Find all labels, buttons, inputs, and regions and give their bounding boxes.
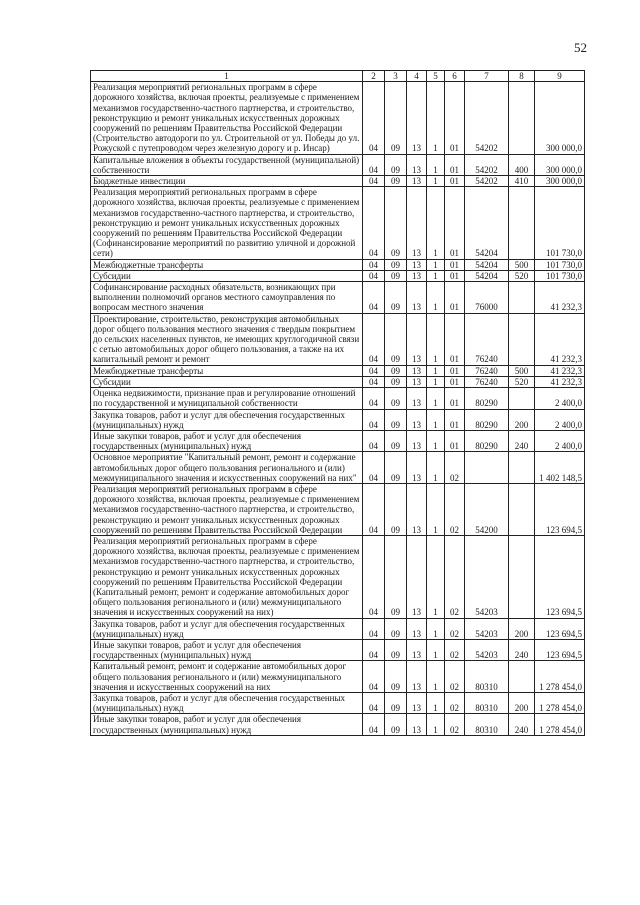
subsection-code: 09 [385,313,407,365]
amount: 2 400,0 [535,388,585,409]
subsection-code: 09 [385,714,407,735]
section-code: 04 [363,430,385,451]
subsection-code: 09 [385,618,407,639]
section-code: 04 [363,376,385,387]
table-row [91,313,585,365]
expense-type-code [509,82,535,154]
row-description: Иные закупки товаров, работ и услуг для обеспечения государственных (муниципальных) нужд [91,430,363,451]
section-code: 04 [363,176,385,187]
measure-code: 01 [445,430,465,451]
table-row [91,176,585,187]
subsection-code: 09 [385,452,407,484]
program-code: 13 [407,82,427,154]
direction-code: 80290 [465,430,509,451]
row-description: Субсидии [91,270,363,281]
section-code: 04 [363,409,385,430]
expense-type-code: 520 [509,376,535,387]
program-code: 13 [407,259,427,270]
subprogram-code: 1 [427,154,445,175]
row-description: Иные закупки товаров, работ и услуг для обеспечения государственных (муниципальных) нужд [91,639,363,660]
measure-code: 01 [445,259,465,270]
column-header: 5 [427,71,445,82]
expense-type-code [509,313,535,365]
row-description: Закупка товаров, работ и услуг для обеспечения государственных (муниципальных) нужд [91,409,363,430]
program-code: 13 [407,282,427,314]
section-code: 04 [363,452,385,484]
section-code: 04 [363,483,385,535]
section-code: 04 [363,154,385,175]
expense-type-code [509,661,535,693]
column-header: 3 [385,71,407,82]
row-description: Капитальные вложения в объекты государственной (муниципальной) собственности [91,154,363,175]
subprogram-code: 1 [427,259,445,270]
direction-code: 80310 [465,692,509,713]
subprogram-code: 1 [427,176,445,187]
measure-code: 01 [445,313,465,365]
table-row [91,270,585,281]
section-code: 04 [363,365,385,376]
table-header-row [91,71,585,82]
subprogram-code: 1 [427,714,445,735]
expense-type-code: 200 [509,409,535,430]
expense-type-code: 400 [509,154,535,175]
column-header: 9 [535,71,585,82]
subprogram-code: 1 [427,282,445,314]
column-header: 8 [509,71,535,82]
measure-code: 01 [445,176,465,187]
expense-type-code: 240 [509,430,535,451]
section-code: 04 [363,639,385,660]
measure-code: 02 [445,535,465,618]
column-header: 1 [91,71,363,82]
section-code: 04 [363,259,385,270]
table-body [91,82,585,736]
section-code: 04 [363,282,385,314]
table-row [91,452,585,484]
subprogram-code: 1 [427,618,445,639]
direction-code: 54203 [465,535,509,618]
section-code: 04 [363,82,385,154]
direction-code: 54203 [465,639,509,660]
amount: 123 694,5 [535,639,585,660]
subsection-code: 09 [385,376,407,387]
subprogram-code: 1 [427,388,445,409]
direction-code: 54202 [465,82,509,154]
row-description: Бюджетные инвестиции [91,176,363,187]
measure-code: 02 [445,483,465,535]
direction-code: 80290 [465,409,509,430]
table-row [91,82,585,154]
measure-code: 02 [445,714,465,735]
table-row [91,618,585,639]
table-row [91,661,585,693]
subprogram-code: 1 [427,82,445,154]
subprogram-code: 1 [427,409,445,430]
expense-type-code [509,388,535,409]
direction-code: 76240 [465,313,509,365]
table-row [91,154,585,175]
program-code: 13 [407,692,427,713]
subsection-code: 09 [385,282,407,314]
table-row [91,692,585,713]
amount: 41 232,3 [535,313,585,365]
page-number: 52 [574,40,587,55]
direction-code: 54200 [465,483,509,535]
subsection-code: 09 [385,692,407,713]
subprogram-code: 1 [427,376,445,387]
subprogram-code: 1 [427,639,445,660]
row-description: Софинансирование расходных обязательств, возникающих при выполнении полномочий органов местного самоуправления по вопросам местного значения [91,282,363,314]
program-code: 13 [407,365,427,376]
amount: 101 730,0 [535,259,585,270]
amount: 1 278 454,0 [535,714,585,735]
table-row [91,259,585,270]
budget-table [90,70,585,736]
table-row [91,376,585,387]
expense-type-code: 520 [509,270,535,281]
expense-type-code: 410 [509,176,535,187]
amount: 101 730,0 [535,270,585,281]
table-row [91,430,585,451]
program-code: 13 [407,187,427,259]
subsection-code: 09 [385,483,407,535]
measure-code: 02 [445,452,465,484]
subsection-code: 09 [385,259,407,270]
section-code: 04 [363,313,385,365]
section-code: 04 [363,661,385,693]
measure-code: 01 [445,82,465,154]
column-header: 2 [363,71,385,82]
subprogram-code: 1 [427,313,445,365]
amount: 2 400,0 [535,409,585,430]
row-description: Реализация мероприятий региональных программ в сфере дорожного хозяйства, включая проекты, реализуемые с применением механизмов государственно-частного партнерства, и строительство, реконструкцию и ремонт уникальных искусственных дорожных сооружений по решениям Правительства Российской Федерации [91,483,363,535]
amount: 2 400,0 [535,430,585,451]
measure-code: 02 [445,692,465,713]
table-row [91,639,585,660]
amount: 41 232,3 [535,365,585,376]
amount: 300 000,0 [535,154,585,175]
subsection-code: 09 [385,409,407,430]
subprogram-code: 1 [427,452,445,484]
direction-code: 54203 [465,618,509,639]
section-code: 04 [363,187,385,259]
section-code: 04 [363,270,385,281]
direction-code: 54204 [465,270,509,281]
program-code: 13 [407,639,427,660]
direction-code: 80310 [465,661,509,693]
column-header: 4 [407,71,427,82]
measure-code: 01 [445,154,465,175]
row-description: Реализация мероприятий региональных программ в сфере дорожного хозяйства, включая проекты, реализуемые с применением механизмов государственно-частного партнерства, и строительство, реконструкцию и ремонт уникальных искусственных дорожных сооружений по решениям Правительства Российской Федерации (Софинансирование мероприятий по развитию уличной и дорожной сети) [91,187,363,259]
program-code: 13 [407,430,427,451]
measure-code: 01 [445,365,465,376]
row-description: Оценка недвижимости, признание прав и регулирование отношений по государственной и муниципальной собственности [91,388,363,409]
subsection-code: 09 [385,187,407,259]
amount: 41 232,3 [535,282,585,314]
subsection-code: 09 [385,365,407,376]
expense-type-code [509,282,535,314]
amount: 123 694,5 [535,483,585,535]
amount: 123 694,5 [535,535,585,618]
expense-type-code: 200 [509,692,535,713]
section-code: 04 [363,535,385,618]
table-row [91,409,585,430]
expense-type-code: 240 [509,639,535,660]
direction-code: 54204 [465,187,509,259]
program-code: 13 [407,618,427,639]
program-code: 13 [407,483,427,535]
subsection-code: 09 [385,535,407,618]
subprogram-code: 1 [427,661,445,693]
table-row [91,282,585,314]
program-code: 13 [407,409,427,430]
program-code: 13 [407,376,427,387]
subsection-code: 09 [385,430,407,451]
program-code: 13 [407,452,427,484]
amount: 41 232,3 [535,376,585,387]
program-code: 13 [407,270,427,281]
program-code: 13 [407,313,427,365]
row-description: Межбюджетные трансферты [91,259,363,270]
subprogram-code: 1 [427,365,445,376]
table-row [91,187,585,259]
subsection-code: 09 [385,639,407,660]
expense-type-code: 500 [509,365,535,376]
subsection-code: 09 [385,388,407,409]
direction-code: 54204 [465,259,509,270]
row-description: Основное мероприятие "Капитальный ремонт, ремонт и содержание автомобильных дорог общего пользования регионального и (или) межмуниципального значения и искусственных сооружений на них" [91,452,363,484]
table-row [91,388,585,409]
section-code: 04 [363,692,385,713]
expense-type-code: 200 [509,618,535,639]
amount: 300 000,0 [535,82,585,154]
subsection-code: 09 [385,270,407,281]
program-code: 13 [407,714,427,735]
row-description: Межбюджетные трансферты [91,365,363,376]
section-code: 04 [363,388,385,409]
expense-type-code [509,535,535,618]
measure-code: 02 [445,639,465,660]
amount: 1 402 148,5 [535,452,585,484]
subprogram-code: 1 [427,187,445,259]
row-description: Проектирование, строительство, реконструкция автомобильных дорог общего пользования местного значения с твердым покрытием до сельских населенных пунктов, не имеющих круглогодичной связи с сетью автомобильных дорог общего пользования, а также на их капитальный ремонт и ремонт [91,313,363,365]
direction-code: 76240 [465,376,509,387]
subprogram-code: 1 [427,535,445,618]
subprogram-code: 1 [427,270,445,281]
measure-code: 01 [445,270,465,281]
subprogram-code: 1 [427,430,445,451]
subprogram-code: 1 [427,692,445,713]
table-row [91,535,585,618]
direction-code: 80290 [465,388,509,409]
program-code: 13 [407,661,427,693]
program-code: 13 [407,176,427,187]
measure-code: 01 [445,282,465,314]
row-description: Субсидии [91,376,363,387]
program-code: 13 [407,535,427,618]
expense-type-code: 240 [509,714,535,735]
subprogram-code: 1 [427,483,445,535]
section-code: 04 [363,618,385,639]
direction-code: 76240 [465,365,509,376]
column-header: 6 [445,71,465,82]
subsection-code: 09 [385,82,407,154]
amount: 1 278 454,0 [535,661,585,693]
direction-code [465,452,509,484]
amount: 300 000,0 [535,176,585,187]
table-row [91,365,585,376]
direction-code: 54202 [465,176,509,187]
expense-type-code: 500 [509,259,535,270]
table-row [91,714,585,735]
measure-code: 01 [445,187,465,259]
subsection-code: 09 [385,661,407,693]
section-code: 04 [363,714,385,735]
row-description: Иные закупки товаров, работ и услуг для обеспечения государственных (муниципальных) нужд [91,714,363,735]
subsection-code: 09 [385,176,407,187]
direction-code: 80310 [465,714,509,735]
measure-code: 01 [445,388,465,409]
row-description: Капитальный ремонт, ремонт и содержание автомобильных дорог общего пользования регионального и (или) межмуниципального значения и искусственных сооружений на них [91,661,363,693]
measure-code: 02 [445,618,465,639]
amount: 1 278 454,0 [535,692,585,713]
measure-code: 01 [445,376,465,387]
amount: 123 694,5 [535,618,585,639]
direction-code: 54202 [465,154,509,175]
expense-type-code [509,452,535,484]
row-description: Реализация мероприятий региональных программ в сфере дорожного хозяйства, включая проекты, реализуемые с применением механизмов государственно-частного партнерства, и строительство, реконструкцию и ремонт уникальных искусственных дорожных сооружений по решениям Правительства Российской Федерации (Капитальный ремонт, ремонт и содержание автомобильных дорог общего пользования регионального и (или) межмуниципального значения и искусственных сооружений на них) [91,535,363,618]
column-header: 7 [465,71,509,82]
expense-type-code [509,187,535,259]
program-code: 13 [407,154,427,175]
expense-type-code [509,483,535,535]
table-row [91,483,585,535]
row-description: Закупка товаров, работ и услуг для обеспечения государственных (муниципальных) нужд [91,618,363,639]
direction-code: 76000 [465,282,509,314]
measure-code: 02 [445,661,465,693]
measure-code: 01 [445,409,465,430]
amount: 101 730,0 [535,187,585,259]
subsection-code: 09 [385,154,407,175]
row-description: Реализация мероприятий региональных программ в сфере дорожного хозяйства, включая проекты, реализуемые с применением механизмов государственно-частного партнерства, и строительство, реконструкцию и ремонт уникальных искусственных дорожных сооружений по решениям Правительства Российской Федерации (Строительство автодороги по ул. Строительной от ул. Победы до ул. Рожуской с путепроводом через железную дорогу и р. Инсар) [91,82,363,154]
program-code: 13 [407,388,427,409]
row-description: Закупка товаров, работ и услуг для обеспечения государственных (муниципальных) нужд [91,692,363,713]
